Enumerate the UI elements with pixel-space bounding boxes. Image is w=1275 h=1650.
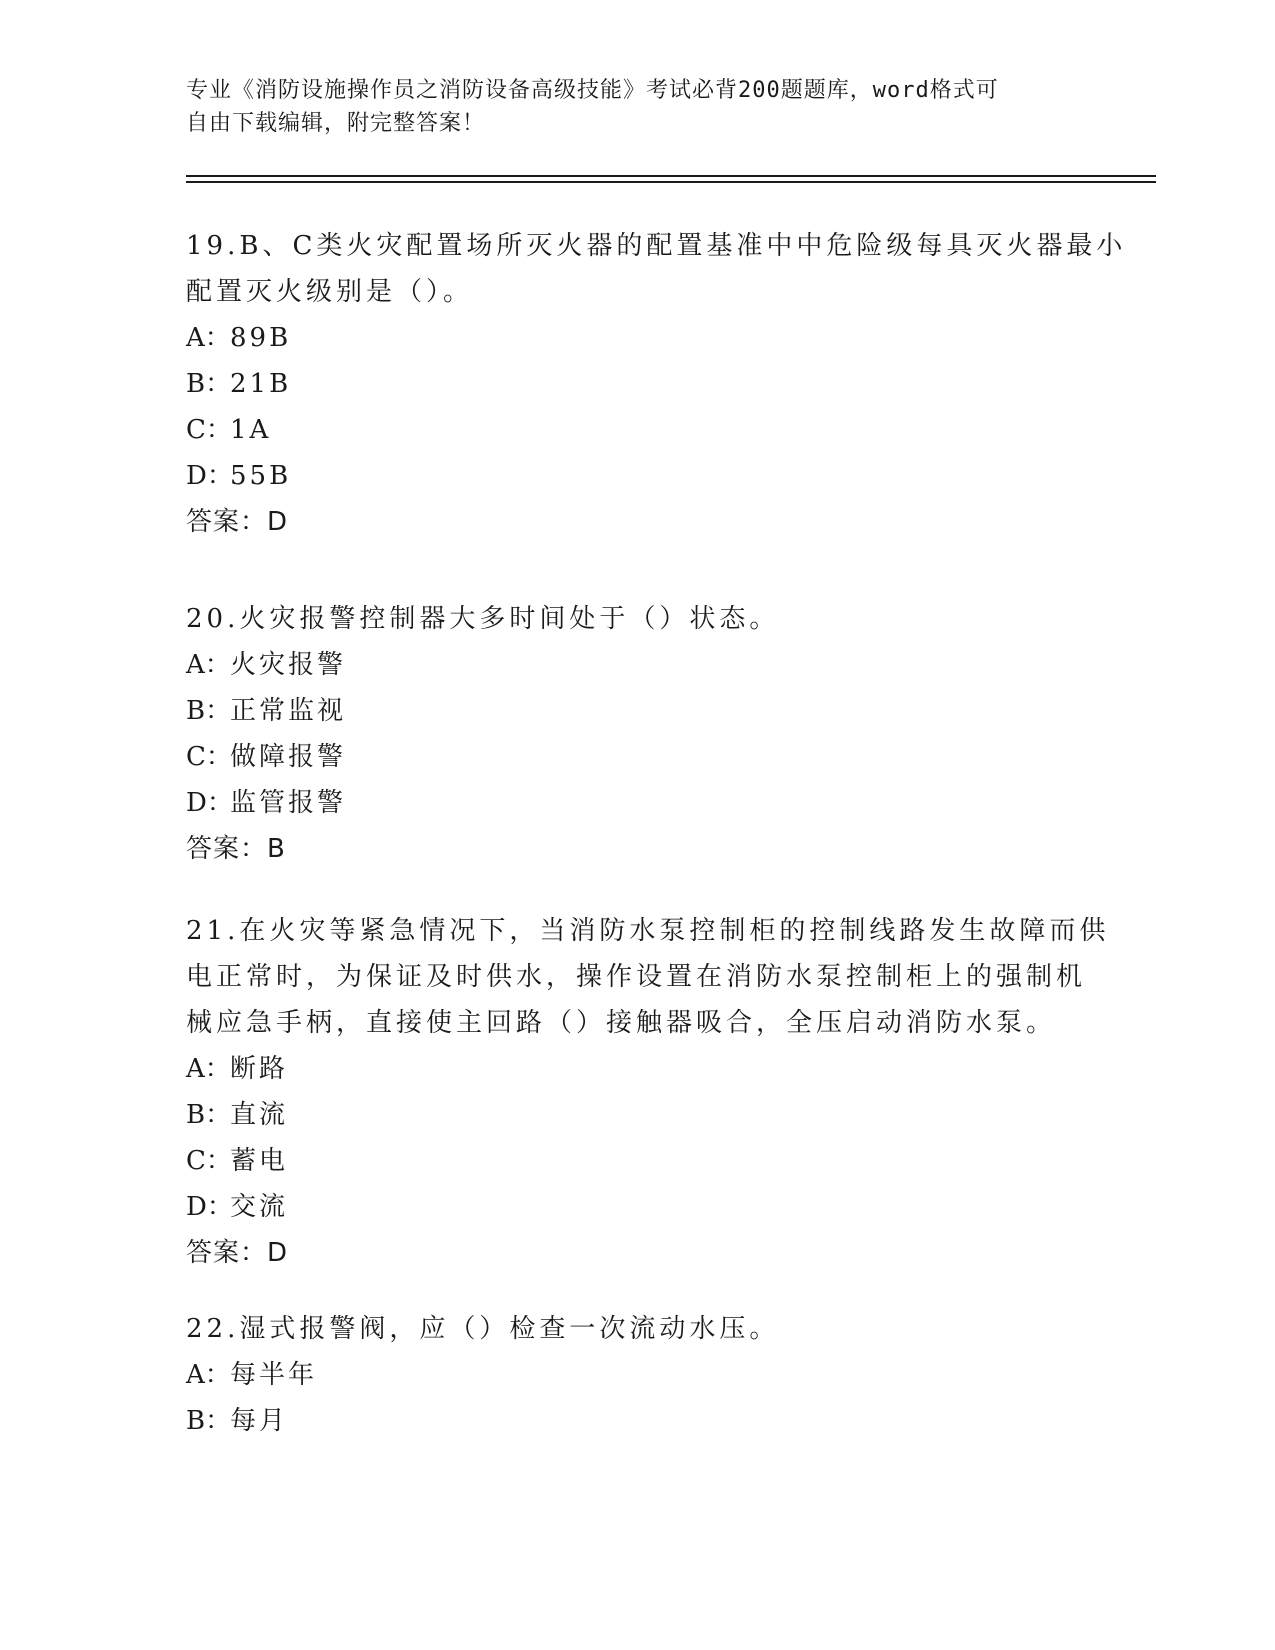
question-stem xyxy=(186,223,1127,315)
option-text: 做障报警 xyxy=(230,742,347,772)
option-text: 直流 xyxy=(230,1100,289,1130)
option-text: 21B xyxy=(230,369,292,399)
option-key: D： xyxy=(186,1192,233,1222)
option-key: D： xyxy=(186,461,233,491)
option-a xyxy=(186,642,1086,688)
option-key: A： xyxy=(186,1360,231,1390)
answer: 答案：B xyxy=(186,834,286,864)
answer: 答案：D xyxy=(186,507,289,537)
option-b xyxy=(186,1092,1086,1138)
option-key: A： xyxy=(186,323,231,353)
option-text: 正常监视 xyxy=(230,696,347,726)
option-text: 监管报警 xyxy=(230,788,347,818)
option-b xyxy=(186,1398,1086,1444)
question-20 xyxy=(186,596,1086,872)
option-c xyxy=(186,734,1086,780)
option-key: A： xyxy=(186,650,231,680)
option-text: 火灾报警 xyxy=(230,650,347,680)
question-21 xyxy=(186,908,1110,1276)
option-d xyxy=(186,453,1086,499)
option-key: D： xyxy=(186,788,233,818)
option-text: 蓄电 xyxy=(230,1146,289,1176)
option-c xyxy=(186,407,1086,453)
question-stem-line: 22.湿式报警阀，应（）检查一次流动水压。 xyxy=(186,1314,780,1344)
option-text: 每月 xyxy=(230,1406,289,1436)
header-line-1: 专业《消防设施操作员之消防设备高级技能》考试必背200题题库，word格式可 xyxy=(186,78,999,103)
option-key: C： xyxy=(186,1146,232,1176)
question-stem-line: 电正常时，为保证及时供水，操作设置在消防水泵控制柜上的强制机 xyxy=(186,962,1087,992)
question-stem-line: 20.火灾报警控制器大多时间处于（）状态。 xyxy=(186,604,780,634)
document-header xyxy=(186,74,1086,140)
option-c xyxy=(186,1138,1086,1184)
answer: 答案：D xyxy=(186,1238,289,1268)
header-line-2: 自由下载编辑，附完整答案！ xyxy=(186,111,486,136)
option-key: B： xyxy=(186,1100,232,1130)
option-key: C： xyxy=(186,415,232,445)
option-d xyxy=(186,1184,1086,1230)
option-text: 89B xyxy=(230,323,292,353)
question-22 xyxy=(186,1306,1086,1444)
header-divider-bottom xyxy=(186,181,1156,183)
option-a xyxy=(186,1046,1086,1092)
option-key: B： xyxy=(186,1406,232,1436)
question-stem-line: 配置灭火级别是（）。 xyxy=(186,277,474,307)
option-key: C： xyxy=(186,742,232,772)
option-key: B： xyxy=(186,369,232,399)
option-text: 55B xyxy=(230,461,292,491)
question-stem-line: 19.B、C类火灾配置场所灭火器的配置基准中中危险级每具灭火器最小 xyxy=(186,231,1127,261)
header-divider-top xyxy=(186,175,1156,177)
option-key: A： xyxy=(186,1054,231,1084)
option-text: 交流 xyxy=(230,1192,289,1222)
option-b xyxy=(186,361,1086,407)
question-stem-line: 械应急手柄，直接使主回路（）接触器吸合，全压启动消防水泵。 xyxy=(186,1008,1057,1038)
question-stem-line: 21.在火灾等紧急情况下，当消防水泵控制柜的控制线路发生故障而供 xyxy=(186,916,1110,946)
option-a xyxy=(186,315,1086,361)
option-text: 1A xyxy=(230,415,272,445)
question-stem xyxy=(186,1306,1086,1352)
option-d xyxy=(186,780,1086,826)
question-stem xyxy=(186,596,1086,642)
option-key: B： xyxy=(186,696,232,726)
option-text: 断路 xyxy=(230,1054,289,1084)
option-a xyxy=(186,1352,1086,1398)
option-text: 每半年 xyxy=(230,1360,318,1390)
option-b xyxy=(186,688,1086,734)
question-stem xyxy=(186,908,1110,1046)
question-19 xyxy=(186,223,1127,545)
